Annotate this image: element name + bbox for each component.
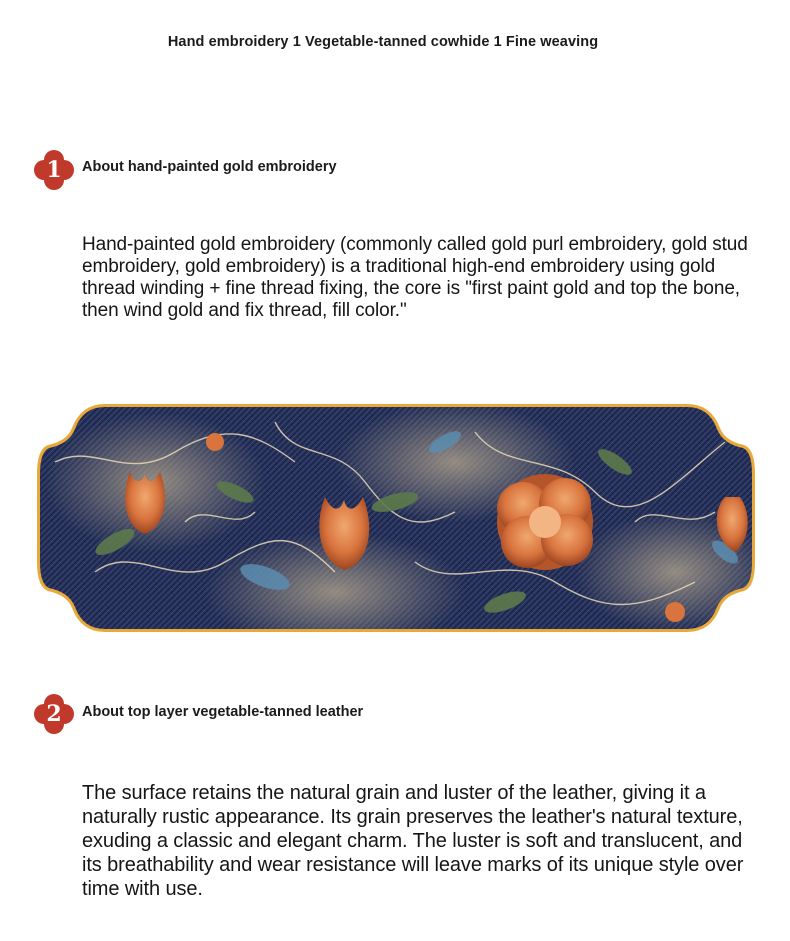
section-2-badge [34,694,74,734]
section-2-number: 2 [46,701,62,727]
section-1-title: About hand-painted gold embroidery [82,159,337,175]
section-1-number: 1 [46,157,62,183]
section-2-body: The surface retains the natural grain and luster of the leather, giving it a naturally rustic appearance. Its grain preserves the leather's natural texture, exuding a classic and elegant charm. The luster is soft and translucent, and its breathability and wear resistance will leave marks of its unique style over time with use. [82,782,744,900]
product-tagline: Hand embroidery 1 Vegetable-tanned cowhide 1 Fine weaving [167,34,599,50]
section-1-badge [34,150,74,190]
embroidery-fabric-image [35,402,757,634]
section-2-title: About top layer vegetable-tanned leather [82,704,364,720]
section-1-body: Hand-painted gold embroidery (commonly called gold purl embroidery, gold stud embroidery, gold embroidery) is a traditional high-end embroidery using gold thread winding + fine thread fixing, the core is "first paint gold and top the bone, then wind gold and fix thread, fill color." [82,234,748,321]
